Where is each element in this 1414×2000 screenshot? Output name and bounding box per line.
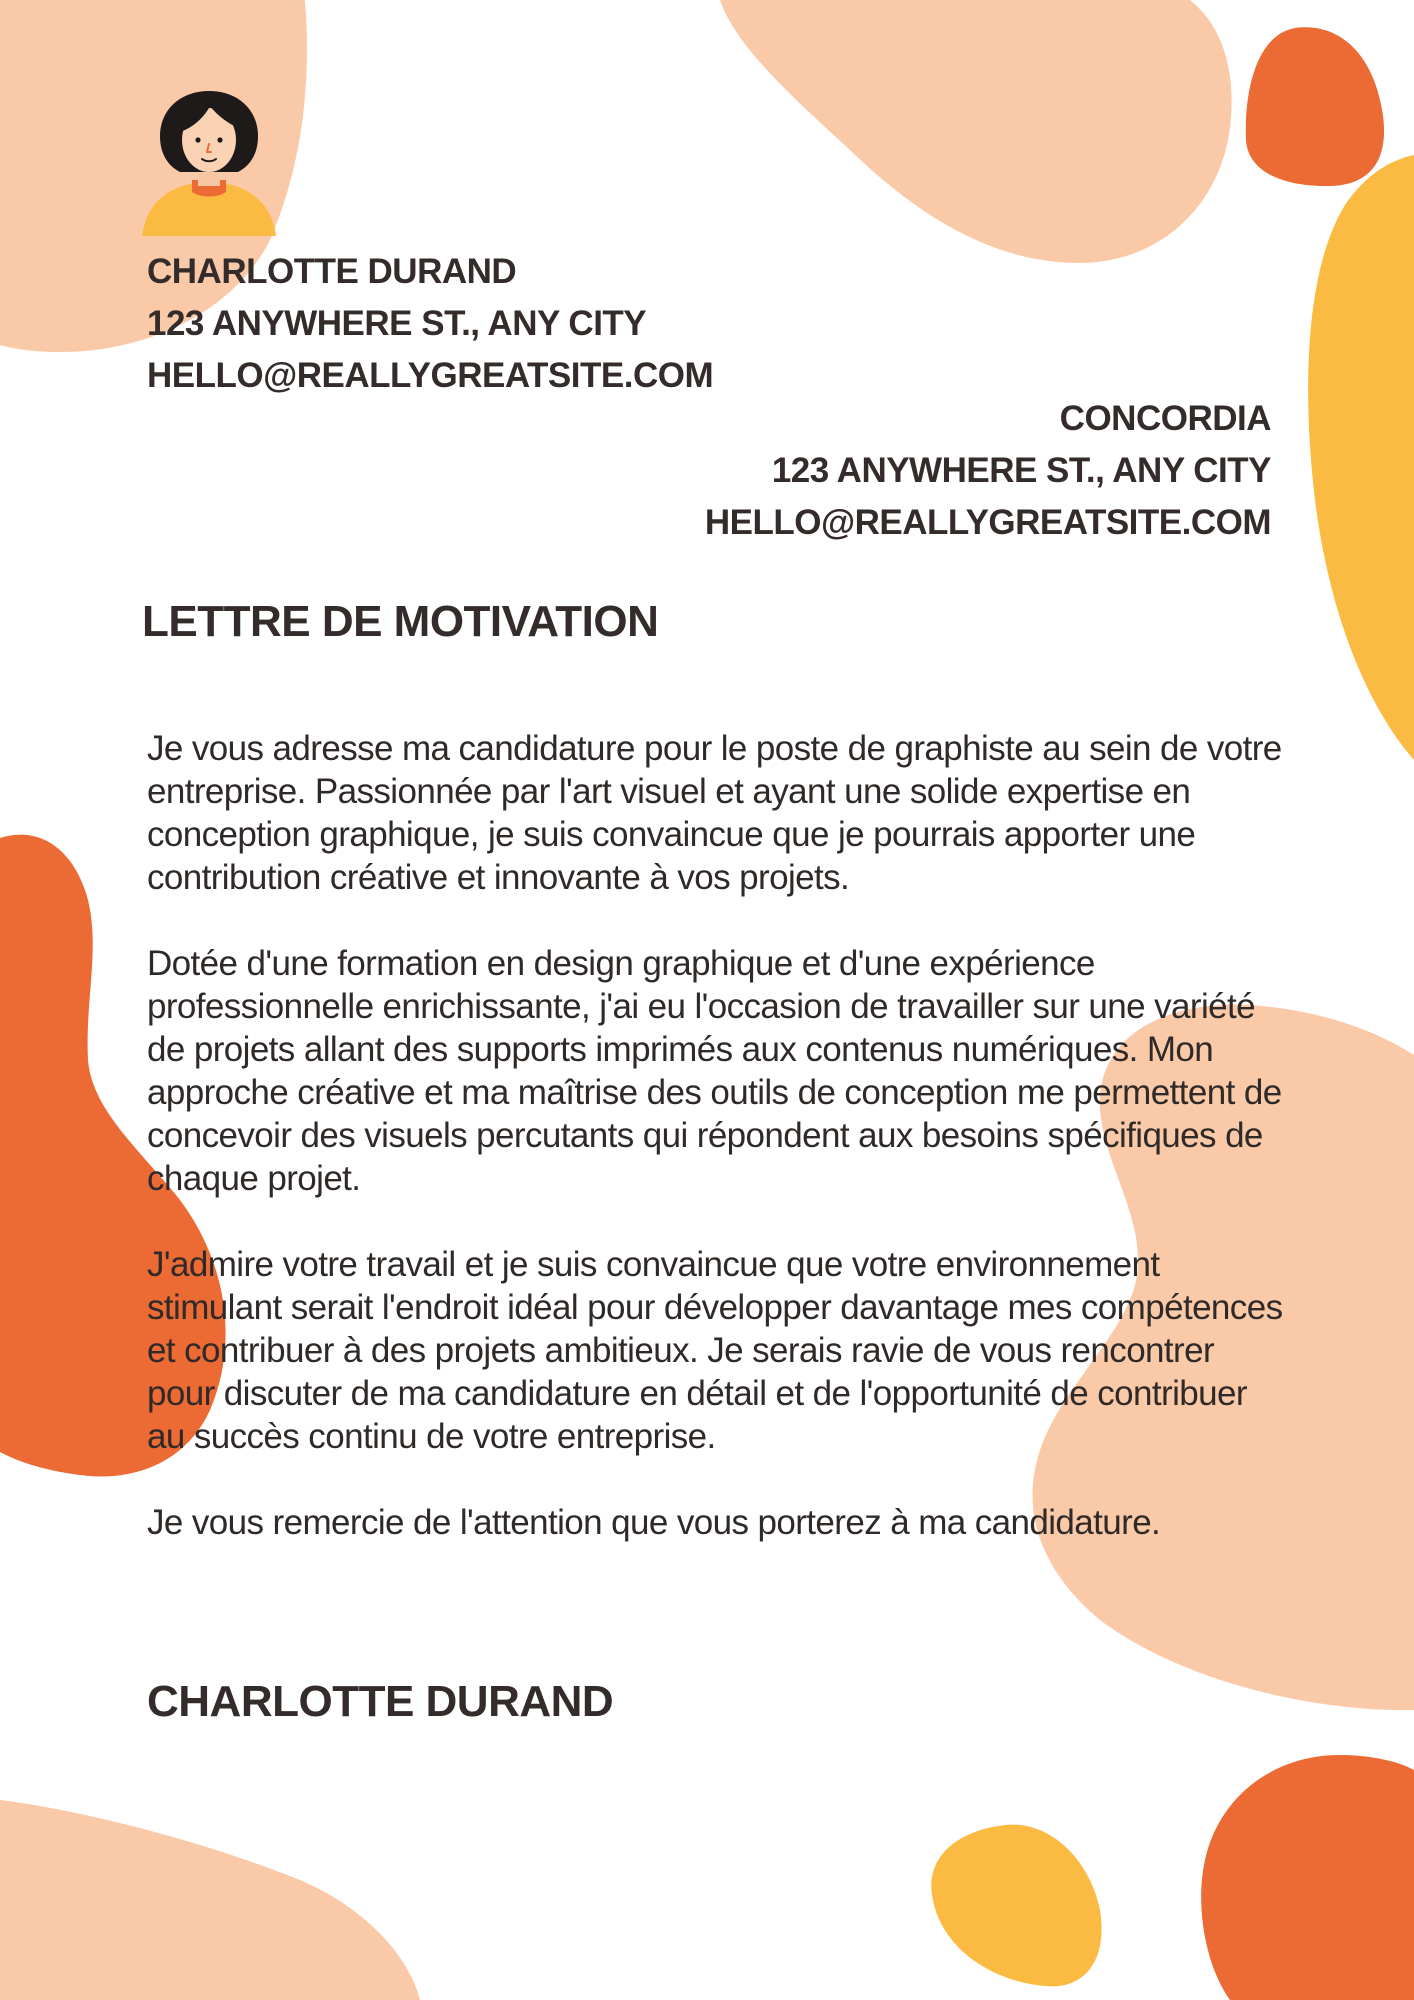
letter-paragraph: Je vous remercie de l'attention que vous porterez à ma candidature. xyxy=(147,1503,1161,1542)
signature: CHARLOTTE DURAND xyxy=(147,1677,614,1726)
recipient-company: CONCORDIA xyxy=(1059,399,1271,438)
recipient-block xyxy=(705,393,1271,549)
recipient-address: 123 ANYWHERE ST., ANY CITY xyxy=(771,451,1271,490)
sender-address: 123 ANYWHERE ST., ANY CITY xyxy=(147,304,647,343)
letter-paragraph: Dotée d'une formation en design graphique et d'une expérience professionnelle enrichissante, j'ai eu l'occasion de travailler sur une variété de projets allant des supports imprimés aux contenus numériques. Mon approche créative et ma maîtrise des outils de conception me permettent de concevoir des visuels percutants qui répondent aux besoins spécifiques de chaque projet. xyxy=(147,944,1282,1198)
letter-title: LETTRE DE MOTIVATION xyxy=(142,597,659,646)
letter-paragraph: Je vous adresse ma candidature pour le poste de graphiste au sein de votre entreprise. Passionnée par l'art visuel et ayant une solide expertise en conception graphique, je suis convaincue que je pourrais apporter une contribution créative et innovante à vos projets. xyxy=(147,729,1282,897)
letter-body xyxy=(147,727,1287,1587)
sender-block xyxy=(147,246,713,402)
woman-avatar-icon xyxy=(140,88,278,236)
letter-paragraph: J'admire votre travail et je suis convaincue que votre environnement stimulant serait l'endroit idéal pour développer davantage mes compétences et contribuer à des projets ambitieux. Je serais ravie de vous rencontrer pour discuter de ma candidature en détail et de l'opportunité de contribuer au succès continu de votre entreprise. xyxy=(147,1245,1283,1456)
sender-name: CHARLOTTE DURAND xyxy=(147,252,517,291)
recipient-email: HELLO@REALLYGREATSITE.COM xyxy=(704,503,1271,542)
sender-email: HELLO@REALLYGREATSITE.COM xyxy=(147,356,714,395)
